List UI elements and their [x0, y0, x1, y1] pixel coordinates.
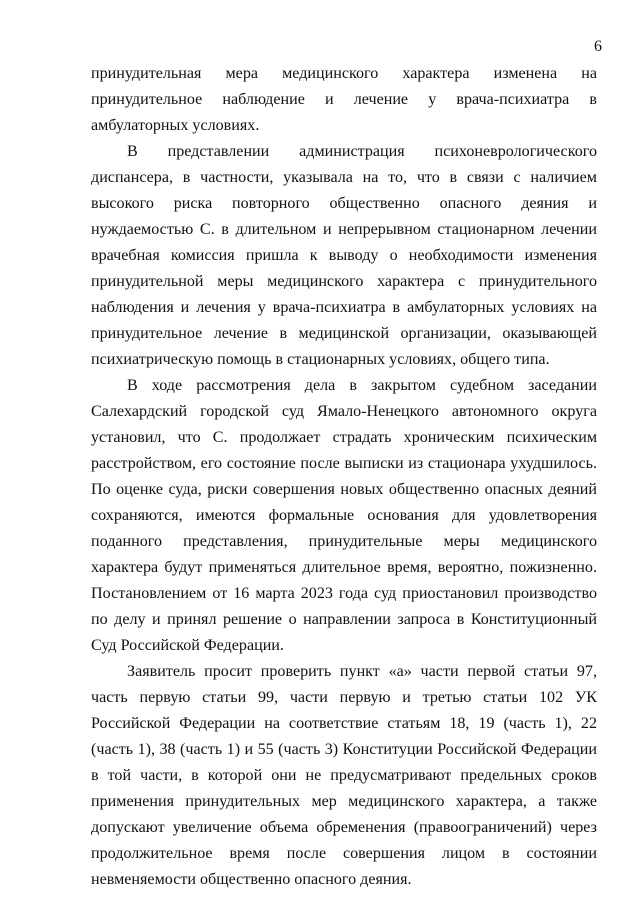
paragraph-court-findings: В ходе рассмотрения дела в закрытом судебном заседании Салехардский городской суд Ямало-Ненецкого автономного округа установил, что С. продолжает страдать хроническим психическим расстройством, его состояние после выписки из стационара ухудшилось. По оценке суда, риски совершения новых общественно опасных деяний сохраняются, имеются формальные основания для удовлетворения поданного представления, принудительные меры медицинского характера будут применяться длительное время, вероятно, пожизненно. Постановлением от 16 марта 2023 года суд приостановил производство по делу и принял решение о направлении запроса в Конституционный Суд Российской Федерации. [91, 377, 597, 654]
paragraph-administration-submission: В представлении администрация психоневрологического диспансера, в частности, указывала на то, что в связи с наличием высокого риска повторного общественно опасного деяния и нуждаемостью С. в длительном и непрерывном стационарном лечении врачебная комиссия пришла к выводу о необходимости изменения принудительной меры медицинского характера с принудительного наблюдения и лечения у врача-психиатра в амбулаторных условиях на принудительное лечение в медицинской организации, оказывающей психиатрическую помощь в стационарных условиях, общего типа. [91, 143, 597, 368]
document-body [91, 61, 597, 893]
paragraph-applicant-request: Заявитель просит проверить пункт «а» части первой статьи 97, часть первую статьи 99, части первую и третью статьи 102 УК Российской Федерации на соответствие статьям 18, 19 (часть 1), 22 (часть 1), 38 (часть 1) и 55 (часть 3) Конституции Российской Федерации в той части, в которой они не предусматривают предельных сроков применения принудительных мер медицинского характера, а также допускают увеличение объема обременения (правоограничений) через продолжительное время после совершения лицом в состоянии невменяемости общественно опасного деяния. [91, 663, 597, 888]
page-number: 6 [594, 38, 602, 55]
paragraph-continuation: принудительная мера медицинского характера изменена на принудительное наблюдение и лечение у врача-психиатра в амбулаторных условиях. [91, 65, 597, 134]
